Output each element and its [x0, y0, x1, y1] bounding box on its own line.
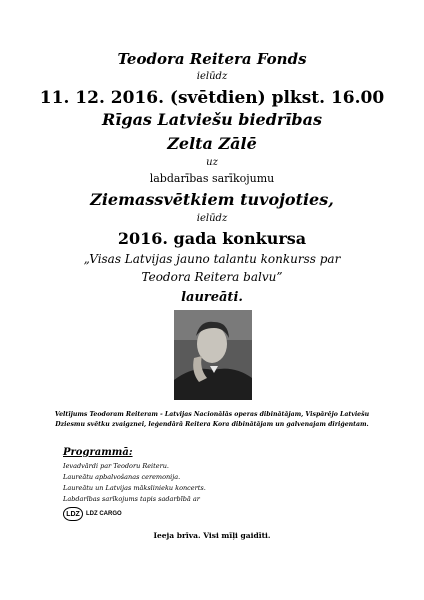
invites-text-2: ielūdz	[196, 213, 228, 224]
contest-year: 2016. gada konkursa	[117, 229, 307, 248]
ldz-cargo-logo	[63, 507, 122, 521]
sponsor-name: LDZ CARGO	[86, 511, 122, 517]
org-name: Teodora Reitera Fonds	[117, 50, 307, 68]
event-intro: labdarības sarīkojumu	[149, 172, 275, 185]
venue-line-2: Zelta Zālē	[167, 134, 257, 153]
ldz-logo-icon: LDZ	[63, 507, 83, 521]
portrait-photo	[174, 310, 252, 400]
footer-text: Ieeja brīva. Visi mīļi gaidīti.	[153, 531, 271, 540]
program-item: Laureātu un Latvijas mākslinieku koncerts.	[63, 484, 206, 492]
dedication-line-1: Veltījums Teodoram Reiteram - Latvijas Nacionālās operas dibinātājam, Vispārējo Latviešu	[54, 411, 370, 418]
venue-line-1: Rīgas Latviešu biedrības	[102, 110, 322, 129]
to-text: uz	[206, 157, 218, 168]
event-datetime: 11. 12. 2016. (svētdien) plkst. 16.00	[39, 88, 385, 108]
program-item: Ievadvārdi par Teodoru Reiteru.	[63, 462, 169, 470]
laureates-text: laureāti.	[181, 290, 243, 305]
event-title: Ziemassvētkiem tuvojoties,	[90, 190, 334, 209]
dedication-line-2: Dziesmu svētku zvaigznei, leģendārā Reitera Kora dibinātājam un galvenajam diriģentam.	[55, 421, 369, 428]
contest-name-line-1: „Visas Latvijas jauno talantu konkurss par	[83, 252, 341, 266]
program-item: Labdarības sarīkojums tapis sadarbībā ar	[63, 495, 200, 503]
program-item: Laureātu apbalvošanas ceremonija.	[63, 473, 181, 481]
invites-text: ielūdz	[196, 71, 228, 82]
contest-name-line-2: Teodora Reitera balvu”	[141, 270, 283, 284]
program-list	[63, 461, 206, 505]
program-heading: Programmā:	[63, 447, 133, 458]
